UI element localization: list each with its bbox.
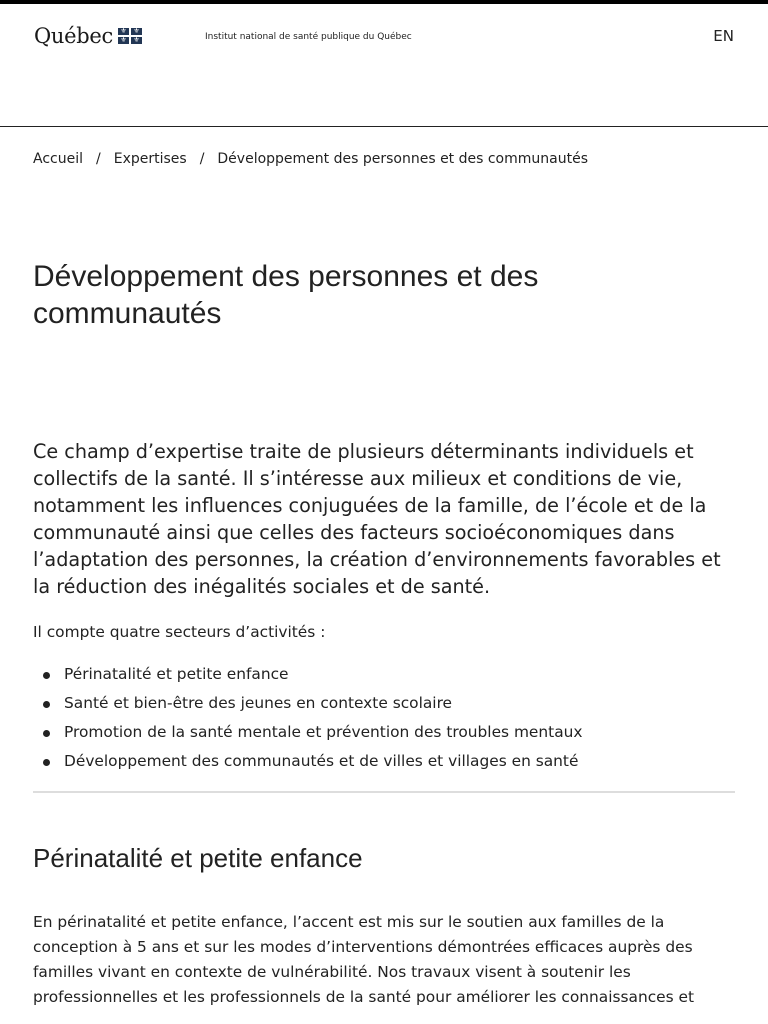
quebec-logo[interactable] (34, 24, 142, 48)
breadcrumb-link-expertises[interactable]: Expertises (113, 151, 187, 167)
breadcrumb (33, 151, 588, 167)
list-item-sector: Santé et bien-être des jeunes en contexte scolaire (33, 689, 735, 718)
sectors-list (33, 660, 735, 776)
list-item-sector: Périnatalité et petite enfance (33, 660, 735, 689)
section-divider (33, 791, 735, 793)
list-item-sector: Développement des communautés et de villes et villages en santé (33, 747, 735, 776)
language-toggle-link[interactable]: EN (713, 27, 734, 45)
list-item-sector: Promotion de la santé mentale et prévention des troubles mentaux (33, 718, 735, 747)
quebec-flag-icon: ⚜ ⚜ ⚜ ⚜ (118, 28, 142, 44)
breadcrumb-separator: / (199, 151, 205, 167)
site-header (0, 4, 768, 127)
section-heading: Périnatalité et petite enfance (33, 843, 363, 873)
breadcrumb-current-page: Développement des personnes et des communautés (217, 151, 588, 167)
page-title: Développement des personnes et des communautés (33, 260, 539, 330)
institute-name: Institut national de santé publique du Québec (205, 32, 412, 42)
sectors-intro-text: Il compte quatre secteurs d’activités : (33, 623, 326, 641)
lead-paragraph: Ce champ d’expertise traite de plusieurs déterminants individuels et collectifs de la santé. Il s’intéresse aux milieux et conditions de vie, notamment les influences conjuguées de la famille, de l’école et de la communauté ainsi que celles des facteurs socioéconomiques dans l’adaptation des personnes, la création d’environnements favorables et la réduction des inégalités sociales et de santé. (33, 440, 721, 598)
breadcrumb-link-accueil[interactable]: Accueil (33, 151, 83, 167)
breadcrumb-separator: / (96, 151, 101, 167)
section-paragraph: En périnatalité et petite enfance, l’accent est mis sur le soutien aux familles de la conception à 5 ans et sur les modes d’interventions démontrées efficaces auprès des familles vivant en contexte de vulnérabilité. Nos travaux visent à soutenir les professionnelles et les professionnels de la santé pour améliorer les connaissances et (33, 913, 695, 1006)
quebec-logo-text: Québec (34, 24, 114, 48)
